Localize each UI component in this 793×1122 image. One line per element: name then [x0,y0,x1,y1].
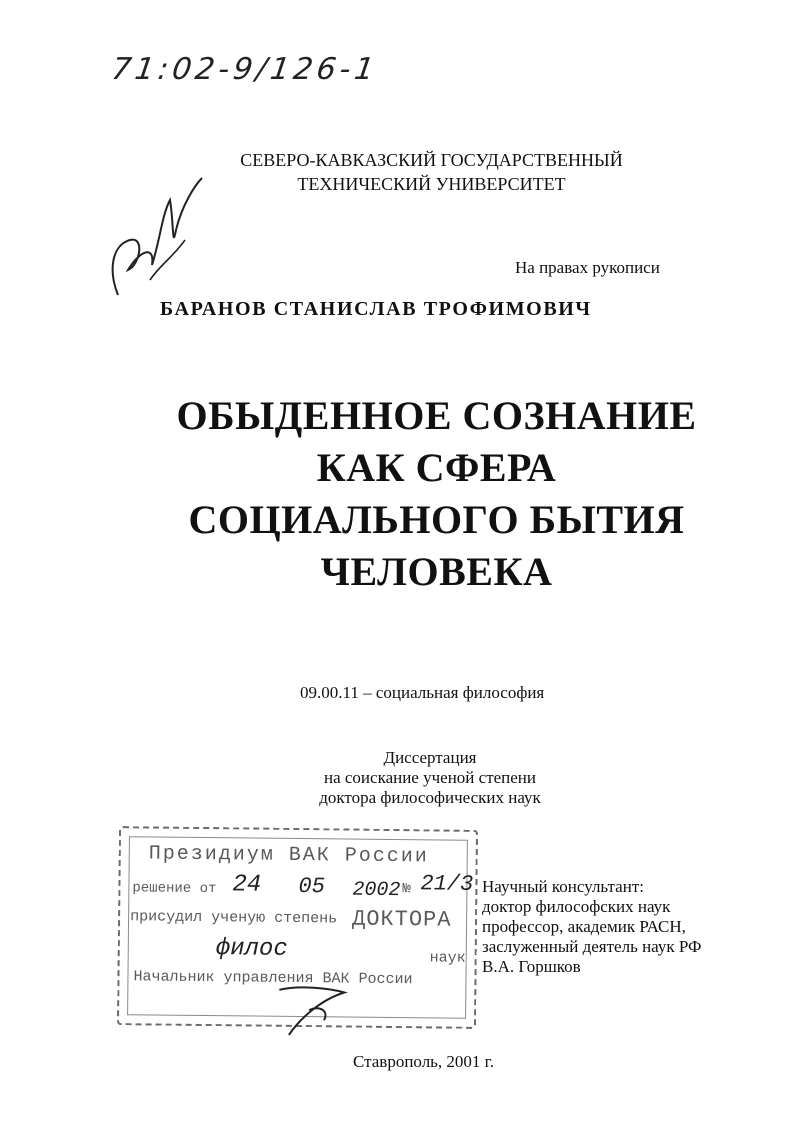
title-line-4: ЧЕЛОВЕКА [320,549,553,594]
title-line-1: ОБЫДЕННОЕ СОЗНАНИЕ [176,393,697,438]
consultant-line-3: профессор, академик РАСН, [482,917,686,936]
archive-reference-code: 71:02-9/126-1 [109,52,381,87]
university-line-1: СЕВЕРО-КАВКАЗСКИЙ ГОСУДАРСТВЕННЫЙ [240,150,623,170]
title-line-2: КАК СФЕРА [316,445,557,490]
dissertation-line-3: доктора философических наук [319,788,541,807]
stamp-title: Президиум ВАК России [148,842,429,869]
stamp-number-value: 21/3 [420,871,474,897]
stamp-field-handwritten: филос [215,935,288,963]
stamp-signature [269,980,360,1041]
title-line-3: СОЦИАЛЬНОГО БЫТИЯ [188,497,685,542]
specialty-code: 09.00.11 – социальная философия [300,683,545,702]
dissertation-degree-note [300,748,560,808]
stamp-date-day: 24 [232,871,262,899]
stamp-awarded-label: присудил ученую степень [130,908,338,928]
vak-approval-stamp [117,826,478,1029]
dissertation-line-1: Диссертация [383,748,477,767]
stamp-head-label: Начальник управления ВАК России [133,968,413,989]
scientific-consultant [482,877,701,977]
consultant-line-1: Научный консультант: [482,877,644,896]
author-name: БАРАНОВ СТАНИСЛАВ ТРОФИМОВИЧ [160,298,592,320]
dissertation-title [0,390,793,598]
dissertation-line-2: на соискание ученой степени [323,768,537,787]
city-year: Ставрополь, 2001 г. [353,1052,494,1071]
stamp-date-year: 2002 [352,878,401,903]
stamp-date-month: 05 [298,874,325,900]
consultant-line-5: В.А. Горшков [482,957,581,976]
consultant-line-4: заслуженный деятель наук РФ [482,937,702,956]
stamp-number-label: № [402,881,411,898]
stamp-decision-label: решение от [132,880,217,898]
stamp-nauk-label: наук [429,949,466,967]
university-line-2: ТЕХНИЧЕСКИЙ УНИВЕРСИТЕТ [297,174,566,194]
margin-signature [100,170,210,310]
manuscript-rights-note: На правах рукописи [515,258,660,277]
consultant-line-2: доктор философских наук [482,897,671,916]
stamp-degree: ДОКТОРА [351,906,452,933]
